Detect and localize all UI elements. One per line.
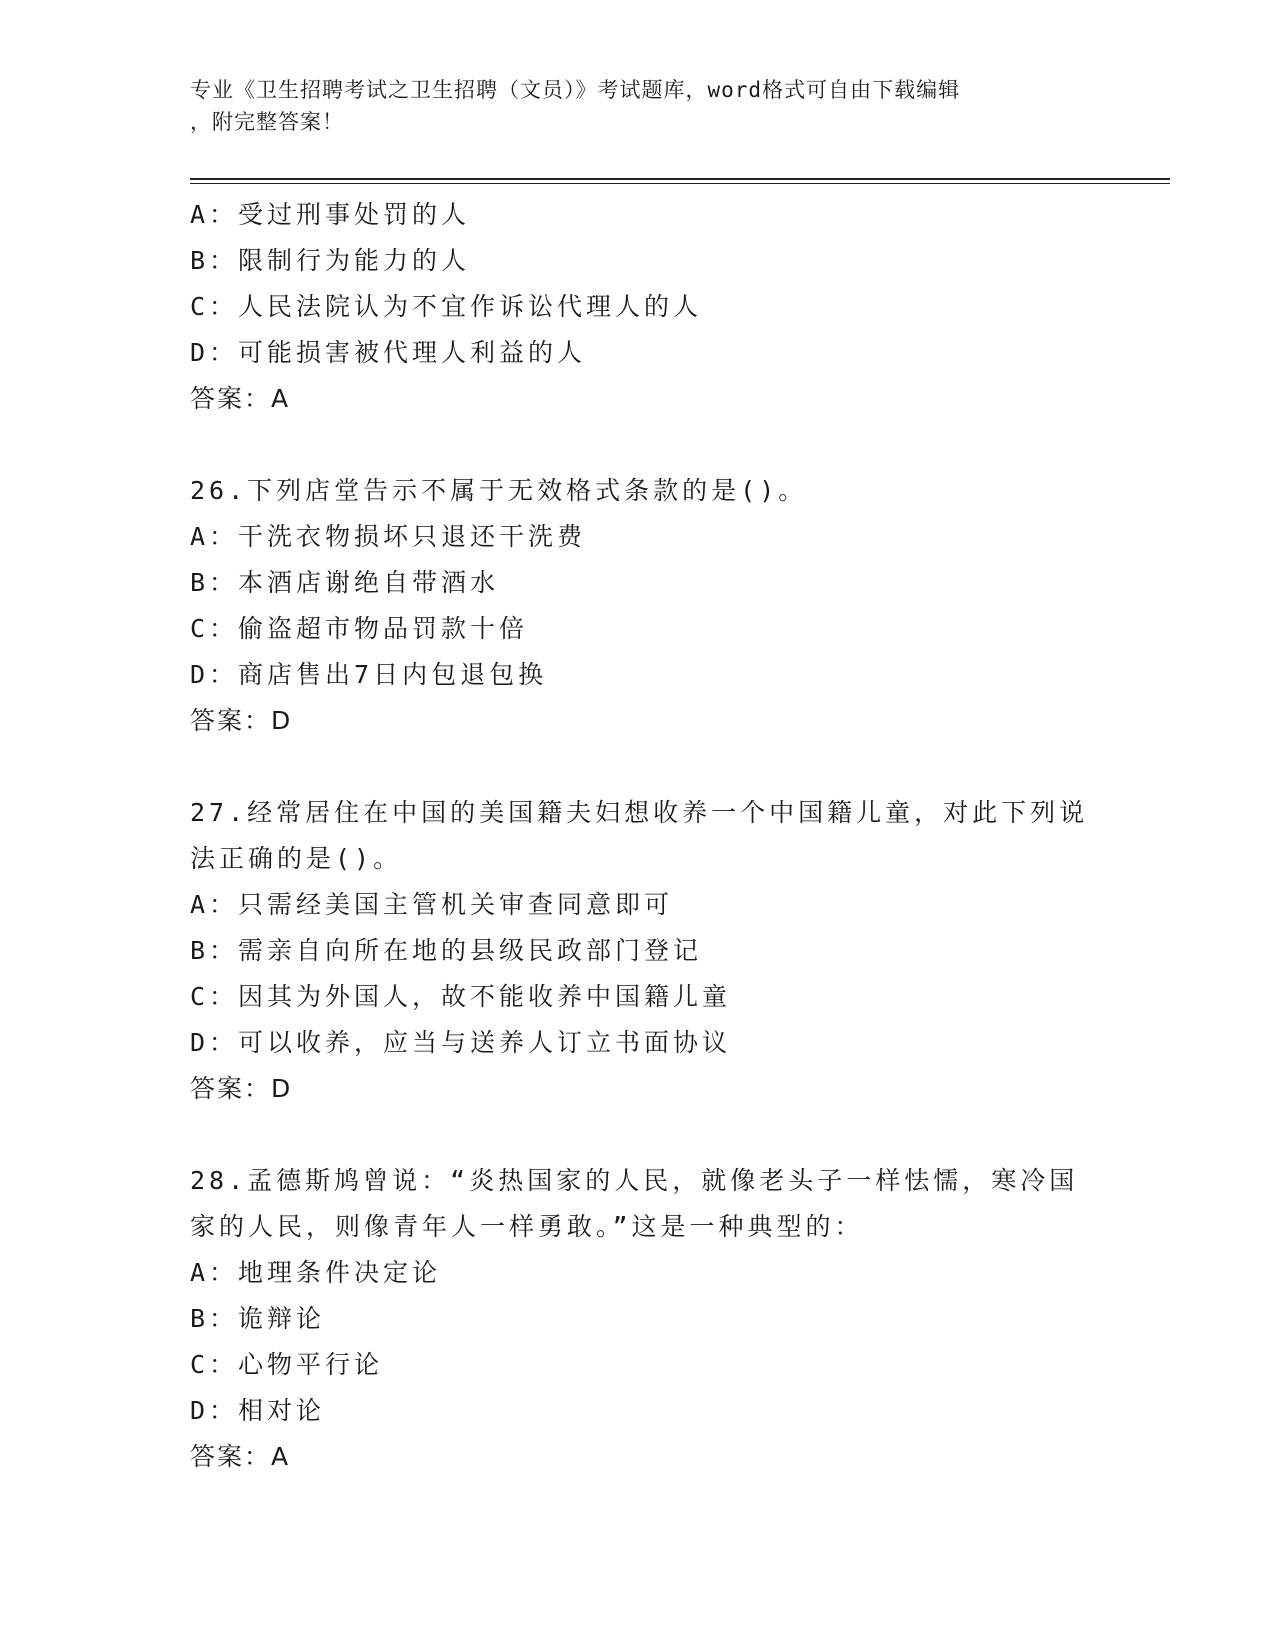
option-a: A：地理条件决定论 [190, 1258, 442, 1287]
answer-line: 答案：D [190, 706, 293, 735]
option-a: A：只需经美国主管机关审查同意即可 [190, 890, 674, 919]
question-stem-line-2: 法正确的是()。 [190, 844, 403, 873]
document-header [190, 74, 1090, 138]
option-b: B：本酒店谢绝自带酒水 [190, 568, 500, 597]
header-divider-thin [190, 183, 1170, 184]
question-block-27 [190, 790, 1090, 1112]
question-block-25 [190, 192, 1090, 422]
question-stem-line-1: 27.经常居住在中国的美国籍夫妇想收养一个中国籍儿童，对此下列说 [190, 798, 1089, 827]
option-b: B：诡辩论 [190, 1304, 326, 1333]
answer-line: 答案：A [190, 1442, 291, 1471]
option-c: C：偷盗超市物品罚款十倍 [190, 614, 529, 643]
question-block-28 [190, 1158, 1090, 1480]
option-b: B：限制行为能力的人 [190, 246, 471, 275]
option-a: A：干洗衣物损坏只退还干洗费 [190, 522, 587, 551]
header-line-2: ，附完整答案！ [190, 110, 344, 134]
header-divider-thick [190, 178, 1170, 180]
option-d: D：可能损害被代理人利益的人 [190, 338, 587, 367]
option-c: C：人民法院认为不宜作诉讼代理人的人 [190, 292, 703, 321]
option-d: D：商店售出7日内包退包换 [190, 660, 548, 689]
option-b: B：需亲自向所在地的县级民政部门登记 [190, 936, 703, 965]
question-block-26 [190, 468, 1090, 744]
option-c: C：因其为外国人，故不能收养中国籍儿童 [190, 982, 732, 1011]
answer-line: 答案：A [190, 384, 291, 413]
header-line-1: 专业《卫生招聘考试之卫生招聘（文员）》考试题库，word格式可自由下载编辑 [190, 78, 961, 102]
option-c: C：心物平行论 [190, 1350, 384, 1379]
question-list [190, 192, 1090, 1480]
option-d: D：可以收养，应当与送养人订立书面协议 [190, 1028, 732, 1057]
question-stem-line-2: 家的人民，则像青年人一样勇敢。”这是一种典型的： [190, 1212, 864, 1241]
question-stem-line-1: 28.孟德斯鸠曾说：“炎热国家的人民，就像老头子一样怯懦，寒冷国 [190, 1166, 1079, 1195]
question-stem: 26.下列店堂告示不属于无效格式条款的是()。 [190, 476, 808, 505]
answer-line: 答案：D [190, 1074, 293, 1103]
option-d: D：相对论 [190, 1396, 326, 1425]
option-a: A：受过刑事处罚的人 [190, 200, 471, 229]
